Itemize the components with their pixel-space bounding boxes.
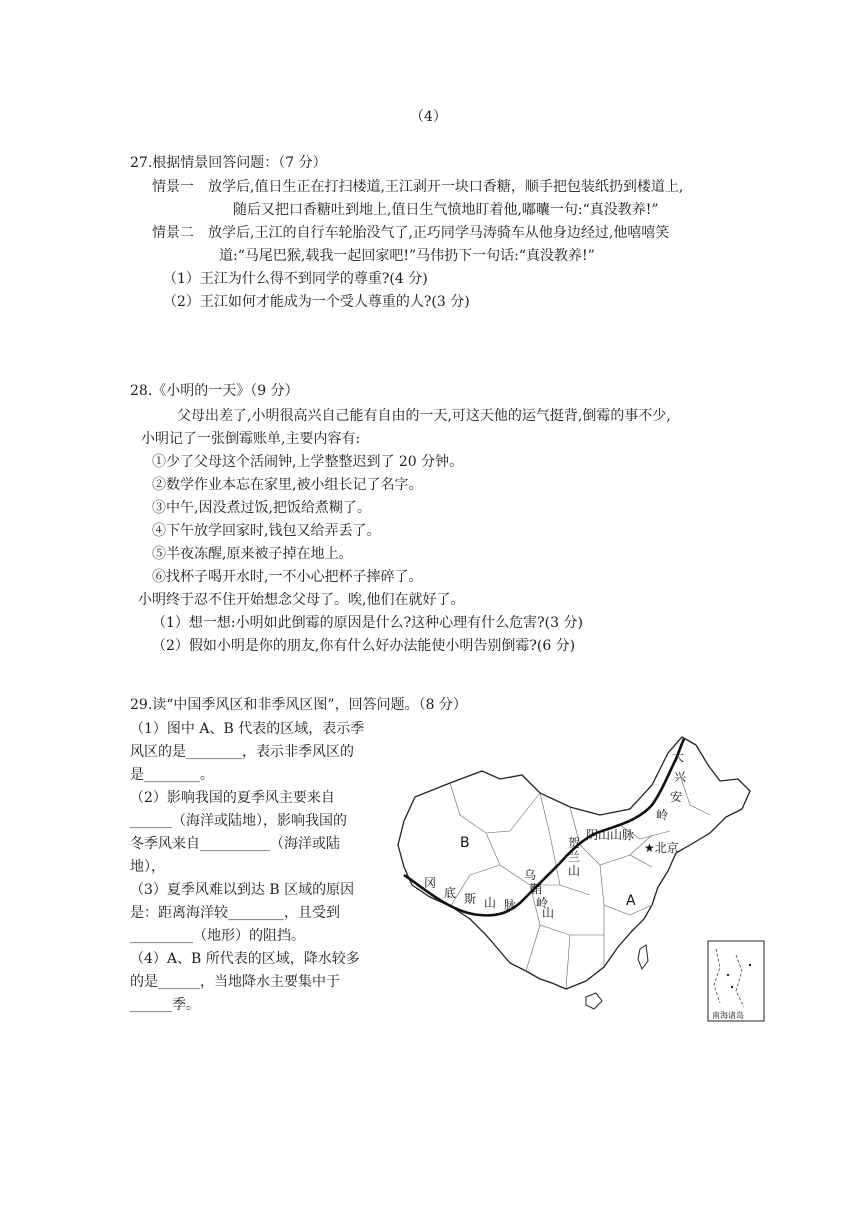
map-label-beijing: ★北京 bbox=[644, 841, 679, 855]
q27-sub1: （1）王江为什么得不到同学的尊重?(4 分) bbox=[163, 271, 428, 287]
q28-sub2: （2）假如小明是你的朋友,你有什么好办法能使小明告别倒霉?(6 分) bbox=[152, 638, 576, 654]
q27-scenario1-line1: 情景一 放学后,值日生正在打扫楼道,王江剥开一块口香糖，顺手把包装纸扔到楼道上, bbox=[152, 179, 684, 195]
map-label-wushaoling-3: 岭 bbox=[536, 896, 549, 910]
q27-scenario2-line1: 情景二 放学后,王江的自行车轮胎没气了,正巧同学马涛骑车从他身边经过,他嘻嘻笑 bbox=[152, 225, 670, 241]
map-label-shan: 山 bbox=[542, 906, 555, 920]
map-label-helan-2: 兰 bbox=[568, 850, 581, 864]
q29-line: 的是______，当地降水主要集中于 bbox=[130, 974, 340, 990]
q28-sub1: （1）想一想:小明如此倒霉的原因是什么?这种心理有什么危害?(3 分) bbox=[152, 615, 583, 631]
map-label-gangdise-4: 山 bbox=[484, 896, 497, 910]
q28-intro-line2: 小明记了一张倒霉账单,主要内容有: bbox=[141, 431, 361, 447]
map-label-a: A bbox=[626, 893, 636, 909]
q27-sub2: （2）王江如何才能成为一个受人尊重的人?(3 分) bbox=[163, 294, 470, 310]
q29-line: ______季。 bbox=[130, 997, 200, 1013]
q27-scenario1-line2: 随后又把口香糖吐到地上,值日生气愤地盯着他,嘟囔一句:“真没教养!” bbox=[233, 202, 659, 218]
map-label-wushaoling-1: 乌 bbox=[524, 868, 537, 882]
map-label-wushaoling-2: 鞘 bbox=[530, 882, 543, 896]
q29-line: 风区的是________，表示非季风区的 bbox=[130, 744, 354, 760]
q28-title: 28.《小明的一天》（9 分） bbox=[130, 383, 299, 399]
q29-line: （2）影响我国的夏季风主要来自 bbox=[130, 790, 335, 806]
map-label-helan-1: 贺 bbox=[568, 836, 581, 850]
map-label-gangdise-1: 冈 bbox=[424, 876, 437, 890]
q29-line: （4）A、B 所代表的区域，降水较多 bbox=[130, 951, 360, 967]
q28-item: ⑥找杯子喝开水时,一不小心把杯子摔碎了。 bbox=[152, 569, 423, 585]
q29-questions bbox=[130, 718, 380, 1017]
q29-title: 29.读“中国季风区和非季风区图”，回答问题。（8 分） bbox=[130, 697, 467, 713]
q28-item: ②数学作业本忘在家里,被小组长记了名字。 bbox=[152, 477, 423, 493]
q28-intro-line1: 父母出差了,小明很高兴自己能有自由的一天,可这天他的运气挺背,倒霉的事不少, bbox=[177, 408, 671, 424]
q29-line: 是：距离海洋较________，且受到 bbox=[130, 905, 340, 921]
china-map-svg bbox=[390, 735, 765, 1023]
q29-line: 地）， bbox=[130, 859, 165, 875]
q27-scenario2-line2: 道:“马尾巴猴,载我一起回家吧!”马伟扔下一句话:“真没教养!” bbox=[219, 248, 595, 264]
map-label-gangdise-3: 斯 bbox=[464, 892, 477, 906]
map-label-b: B bbox=[460, 835, 470, 851]
south-china-sea-inset bbox=[708, 941, 764, 1021]
map-label-yinshan: 阴山山脉 bbox=[586, 828, 635, 842]
q29-line: 是________。 bbox=[130, 767, 214, 783]
q29-line: （3）夏季风难以到达 B 区域的原因 bbox=[130, 882, 355, 898]
q28-item: ③中午,因没煮过饭,把饭给煮糊了。 bbox=[152, 500, 371, 516]
map-label-daxinganling-2: 兴 bbox=[674, 770, 687, 784]
q28-item: ⑤半夜冻醒,原来被子掉在地上。 bbox=[152, 546, 353, 562]
map-label-helan-3: 山 bbox=[568, 864, 581, 878]
map-label-daxinganling-3: 安 bbox=[670, 790, 683, 804]
q27-title: 27.根据情景回答问题：（7 分） bbox=[130, 155, 327, 171]
map-label-gangdise-5: 脉 bbox=[504, 898, 517, 912]
q28-item: ④下午放学回家时,钱包又给弄丢了。 bbox=[152, 523, 381, 539]
q28-item: ①少了父母这个活闹钟,上学整整迟到了 20 分钟。 bbox=[152, 454, 464, 470]
map-label-gangdise-2: 底 bbox=[444, 886, 457, 900]
page-number: （4） bbox=[410, 109, 447, 125]
q29-line: _________（地形）的阻挡。 bbox=[130, 928, 305, 944]
map-label-daxinganling-1: 大 bbox=[672, 750, 685, 764]
q29-line: 冬季风来自__________（海洋或陆 bbox=[130, 836, 340, 852]
map-label-daxinganling-4: 岭 bbox=[656, 808, 669, 822]
inset-label: 南海诸岛 bbox=[712, 1011, 744, 1020]
q29-line: ______（海洋或陆地），影响我国的 bbox=[130, 813, 347, 829]
hainan-island bbox=[586, 993, 602, 1009]
q28-closing: 小明终于忍不住开始想念父母了。唉,他们在就好了。 bbox=[138, 592, 465, 608]
taiwan-island bbox=[638, 945, 648, 969]
china-monsoon-map bbox=[390, 735, 765, 1023]
q29-line: （1）图中 A、B 代表的区域，表示季 bbox=[130, 721, 365, 737]
